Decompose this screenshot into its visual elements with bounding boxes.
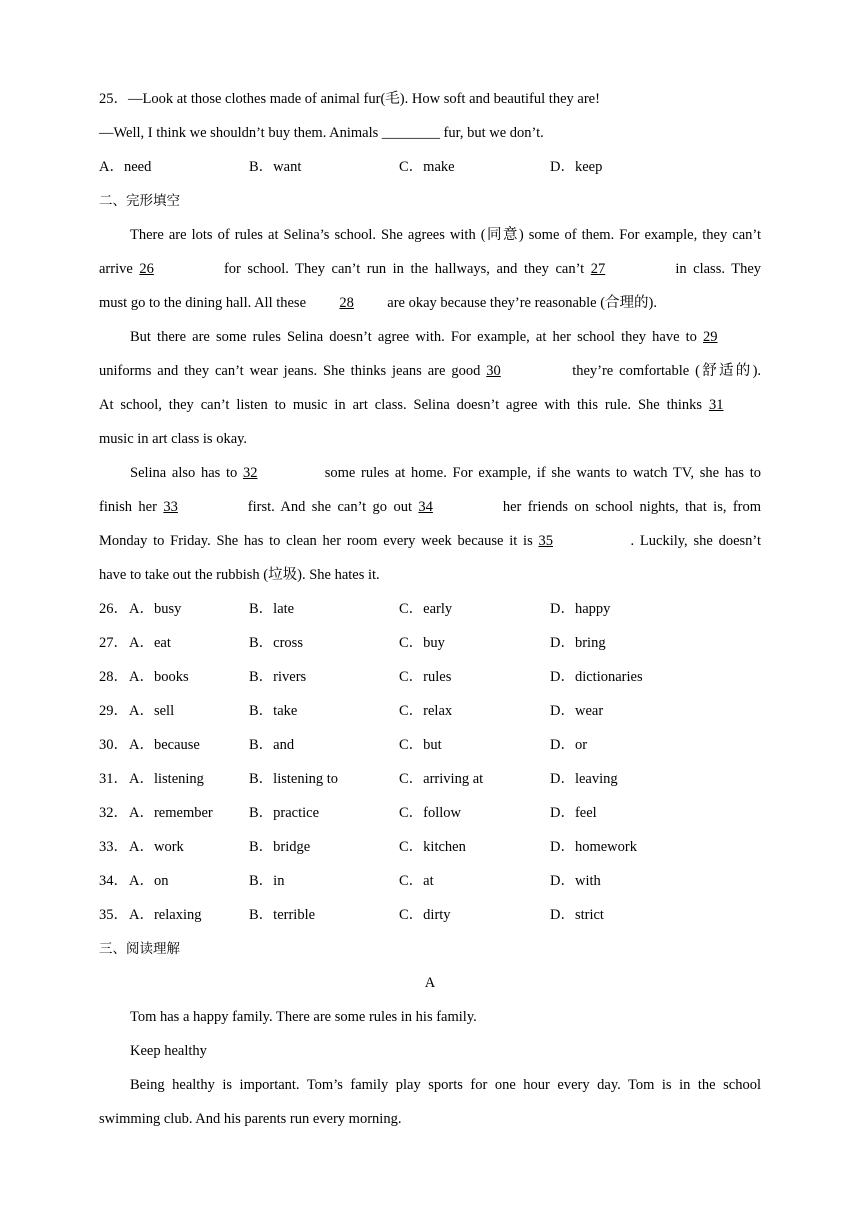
option-d — [550, 728, 700, 762]
option-text: C．relax — [399, 703, 453, 719]
passage-p1-line1: There are lots of rules at Selina’s school. She agrees with (同意) some of them. For example, they can’t — [130, 227, 761, 243]
option-c — [399, 592, 550, 626]
blank-26: 26 — [139, 261, 154, 277]
cloze-question-row — [99, 728, 761, 762]
option-text: D．feel — [550, 805, 597, 821]
question-number: 26． — [99, 601, 128, 617]
option-d — [550, 694, 700, 728]
question-number: 29． — [99, 703, 128, 719]
q25-stem: 25．—Look at those clothes made of animal fur(毛). How soft and beautiful they are! — [99, 91, 600, 107]
option-c — [399, 762, 550, 796]
option-text: B．listening to — [249, 771, 339, 787]
blank-30: 30 — [486, 363, 501, 379]
blank-35: 35 — [538, 533, 553, 549]
option-a — [99, 898, 249, 932]
option-text: D．with — [550, 873, 601, 889]
option-a — [99, 592, 249, 626]
passage-label: A — [424, 975, 436, 991]
passage-p3-line3 — [99, 524, 761, 558]
option-c — [399, 626, 550, 660]
option-text: B．practice — [249, 805, 320, 821]
text-run: arrive — [99, 261, 133, 277]
question-number: 35． — [99, 907, 128, 923]
option-text: D．happy — [550, 601, 611, 617]
option-b — [249, 830, 399, 864]
option-a — [99, 864, 249, 898]
option-text: A．eat — [129, 635, 171, 651]
option-a — [99, 626, 249, 660]
cloze-question-row — [99, 830, 761, 864]
option-text: B．terrible — [249, 907, 316, 923]
text-run: some rules at home. For example, if she wants to watch TV, she has to — [324, 465, 762, 481]
cloze-question-row — [99, 660, 761, 694]
text-run: must go to the dining hall. All these — [99, 295, 307, 311]
option-d — [550, 796, 700, 830]
option-a — [99, 660, 249, 694]
q25-option-c: C．make — [399, 159, 455, 175]
option-text: B．late — [249, 601, 295, 617]
option-b — [249, 864, 399, 898]
option-text: A．listening — [129, 771, 204, 787]
question-number: 34． — [99, 873, 128, 889]
cloze-question-row — [99, 626, 761, 660]
option-text: C．kitchen — [399, 839, 466, 855]
option-text: C．follow — [399, 805, 462, 821]
text-run: are okay because they’re reasonable (合理的). — [387, 295, 657, 311]
q25-option-d: D．keep — [550, 159, 603, 175]
option-b — [249, 592, 399, 626]
blank-31: 31 — [709, 397, 724, 413]
option-text: A．relaxing — [129, 907, 202, 923]
option-a — [99, 830, 249, 864]
text-run: uniforms and they can’t wear jeans. She thinks jeans are good — [99, 363, 481, 379]
passage-p2-line3 — [99, 388, 761, 422]
option-text: A．remember — [129, 805, 213, 821]
text-run: Monday to Friday. She has to clean her room every week because it is — [99, 533, 533, 549]
option-a — [99, 796, 249, 830]
document-page — [99, 82, 761, 1136]
option-a — [99, 728, 249, 762]
option-text: D．strict — [550, 907, 604, 923]
q25-options — [99, 150, 761, 184]
blank-27: 27 — [590, 261, 606, 277]
option-text: A．work — [129, 839, 184, 855]
question-number: 31． — [99, 771, 128, 787]
option-d — [550, 864, 700, 898]
text-run: Selina also has to — [130, 465, 238, 481]
option-text: D．leaving — [550, 771, 618, 787]
cloze-question-row — [99, 592, 761, 626]
option-a — [99, 694, 249, 728]
option-c — [399, 830, 550, 864]
option-text: B．rivers — [249, 669, 307, 685]
text-run: finish her — [99, 499, 157, 515]
option-text: D．bring — [550, 635, 606, 651]
cloze-question-row — [99, 898, 761, 932]
cloze-question-list — [99, 592, 761, 932]
passage-p1-line3 — [99, 286, 761, 320]
option-text: D．homework — [550, 839, 637, 855]
option-d — [550, 660, 700, 694]
option-text: A．because — [129, 737, 200, 753]
option-text: C．arriving at — [399, 771, 484, 787]
reading-body-line2: swimming club. And his parents run every morning. — [99, 1111, 402, 1127]
blank-29: 29 — [703, 329, 718, 345]
blank-32: 32 — [242, 465, 258, 481]
passage-p2-line2 — [99, 354, 761, 388]
text-run: for school. They can’t run in the hallways, and they can’t — [223, 261, 585, 277]
passage-p3-line2 — [99, 490, 761, 524]
option-c — [399, 694, 550, 728]
option-text: D．dictionaries — [550, 669, 643, 685]
passage-p2-line1 — [99, 320, 761, 354]
option-text: A．sell — [129, 703, 175, 719]
text-run: At school, they can’t listen to music in art class. Selina doesn’t agree with this rule. She thinks — [99, 397, 703, 413]
option-text: C．dirty — [399, 907, 451, 923]
passage-p1-line2 — [99, 252, 761, 286]
q25-line2: —Well, I think we shouldn’t buy them. Animals ________ fur, but we don’t. — [99, 125, 544, 141]
option-b — [249, 626, 399, 660]
option-c — [399, 796, 550, 830]
option-d — [550, 762, 700, 796]
passage-p3-line4: have to take out the rubbish (垃圾). She hates it. — [99, 567, 380, 583]
option-text: A．books — [129, 669, 189, 685]
blank-28: 28 — [339, 295, 354, 311]
option-c — [399, 898, 550, 932]
option-text: A．busy — [129, 601, 182, 617]
option-c — [399, 728, 550, 762]
option-b — [249, 796, 399, 830]
option-a — [99, 762, 249, 796]
option-text: D．wear — [550, 703, 604, 719]
text-run: in class. They — [675, 261, 762, 277]
q25-option-b: B．want — [249, 159, 302, 175]
cloze-question-row — [99, 762, 761, 796]
option-c — [399, 864, 550, 898]
blank-34: 34 — [418, 499, 433, 515]
question-number: 32． — [99, 805, 128, 821]
question-number: 33． — [99, 839, 128, 855]
option-text: B．and — [249, 737, 295, 753]
text-run: . Luckily, she doesn’t — [630, 533, 761, 549]
text-run: they’re comfortable (舒适的). — [572, 363, 762, 379]
option-text: A．on — [129, 873, 169, 889]
question-number: 28． — [99, 669, 128, 685]
reading-body-line1: Being healthy is important. Tom’s family play sports for one hour every day. Tom is in the school — [130, 1077, 761, 1093]
text-run: But there are some rules Selina doesn’t agree with. For example, at her school they have to — [130, 329, 697, 345]
option-b — [249, 728, 399, 762]
option-text: C．rules — [399, 669, 452, 685]
passage-p2-line4: music in art class is okay. — [99, 431, 248, 447]
text-run: first. And she can’t go out — [247, 499, 412, 515]
option-text: C．at — [399, 873, 434, 889]
reading-subhead: Keep healthy — [130, 1043, 207, 1059]
option-text: B．bridge — [249, 839, 311, 855]
option-text: C．buy — [399, 635, 445, 651]
cloze-question-row — [99, 694, 761, 728]
option-text: B．cross — [249, 635, 303, 651]
option-b — [249, 762, 399, 796]
section-2-heading: 二、完形填空 — [99, 193, 180, 209]
option-c — [399, 660, 550, 694]
option-d — [550, 592, 700, 626]
section-3-heading: 三、阅读理解 — [99, 941, 180, 957]
option-d — [550, 626, 700, 660]
option-text: B．in — [249, 873, 285, 889]
option-text: D．or — [550, 737, 588, 753]
option-text: C．but — [399, 737, 442, 753]
text-run: her friends on school nights, that is, from — [502, 499, 762, 515]
blank-33: 33 — [163, 499, 178, 515]
cloze-question-row — [99, 864, 761, 898]
option-text: C．early — [399, 601, 453, 617]
option-d — [550, 898, 700, 932]
passage-p3-line1 — [99, 456, 761, 490]
q25-option-a: A．need — [99, 159, 152, 175]
reading-intro: Tom has a happy family. There are some rules in his family. — [130, 1009, 477, 1025]
option-b — [249, 694, 399, 728]
option-text: B．take — [249, 703, 298, 719]
option-b — [249, 898, 399, 932]
option-b — [249, 660, 399, 694]
cloze-question-row — [99, 796, 761, 830]
question-number: 27． — [99, 635, 128, 651]
question-number: 30． — [99, 737, 128, 753]
option-d — [550, 830, 700, 864]
